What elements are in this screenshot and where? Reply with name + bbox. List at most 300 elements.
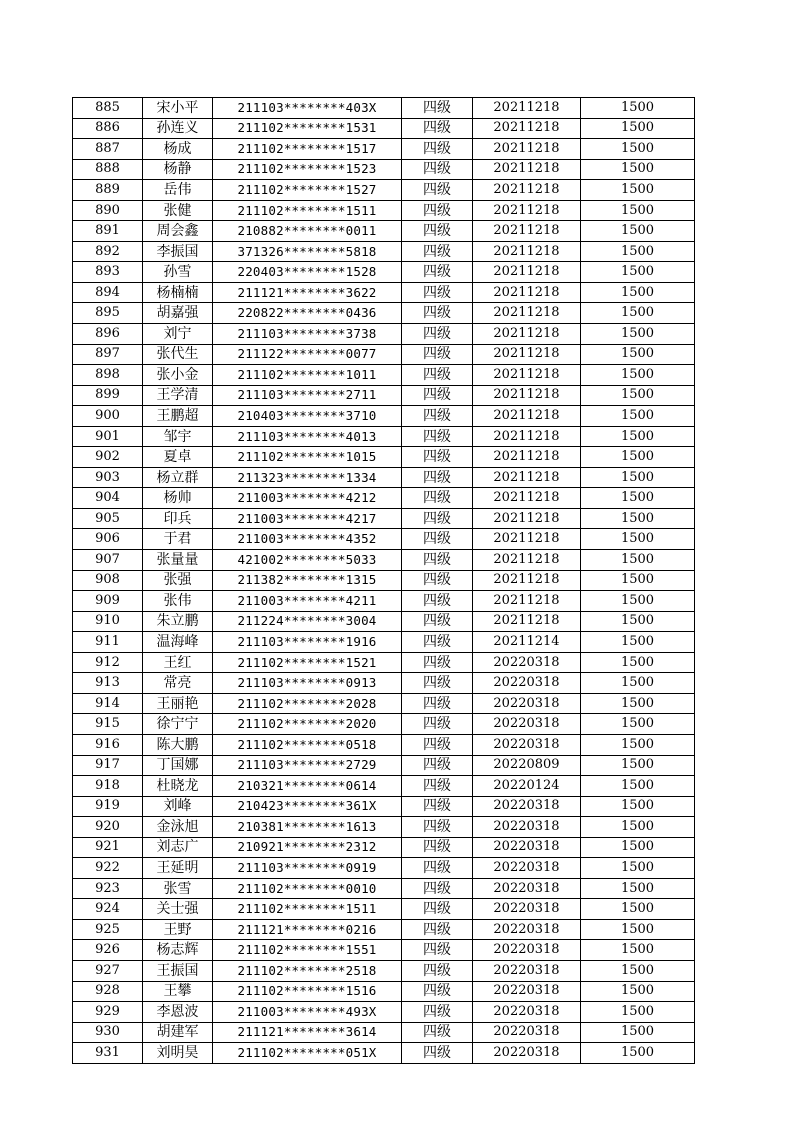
amount-cell: 1500 xyxy=(581,303,695,324)
id-number-cell: 211003********4212 xyxy=(213,488,402,509)
table-row xyxy=(73,776,695,797)
name-cell: 刘明昊 xyxy=(143,1043,213,1064)
table-row xyxy=(73,262,695,283)
serial-number-cell: 910 xyxy=(73,611,143,632)
level-cell: 四级 xyxy=(402,899,473,920)
level-cell: 四级 xyxy=(402,714,473,735)
amount-cell: 1500 xyxy=(581,241,695,262)
table-row xyxy=(73,1022,695,1043)
level-cell: 四级 xyxy=(402,426,473,447)
date-cell: 20211218 xyxy=(473,98,581,119)
id-number-cell: 211102********1517 xyxy=(213,139,402,160)
serial-number-cell: 931 xyxy=(73,1043,143,1064)
date-cell: 20220318 xyxy=(473,960,581,981)
date-cell: 20211218 xyxy=(473,447,581,468)
date-cell: 20211218 xyxy=(473,118,581,139)
id-number-cell: 211102********1521 xyxy=(213,652,402,673)
date-cell: 20211218 xyxy=(473,550,581,571)
table-row xyxy=(73,878,695,899)
serial-number-cell: 903 xyxy=(73,467,143,488)
level-cell: 四级 xyxy=(402,632,473,653)
table-row xyxy=(73,200,695,221)
level-cell: 四级 xyxy=(402,221,473,242)
amount-cell: 1500 xyxy=(581,714,695,735)
amount-cell: 1500 xyxy=(581,796,695,817)
id-number-cell: 211103********2711 xyxy=(213,385,402,406)
serial-number-cell: 885 xyxy=(73,98,143,119)
table-row xyxy=(73,406,695,427)
serial-number-cell: 920 xyxy=(73,817,143,838)
amount-cell: 1500 xyxy=(581,1002,695,1023)
id-number-cell: 211102********2518 xyxy=(213,960,402,981)
level-cell: 四级 xyxy=(402,1022,473,1043)
table-row xyxy=(73,159,695,180)
level-cell: 四级 xyxy=(402,508,473,529)
level-cell: 四级 xyxy=(402,693,473,714)
table-row xyxy=(73,981,695,1002)
table-row xyxy=(73,591,695,612)
name-cell: 杜晓龙 xyxy=(143,776,213,797)
date-cell: 20211218 xyxy=(473,426,581,447)
table-row xyxy=(73,693,695,714)
serial-number-cell: 902 xyxy=(73,447,143,468)
level-cell: 四级 xyxy=(402,200,473,221)
serial-number-cell: 900 xyxy=(73,406,143,427)
amount-cell: 1500 xyxy=(581,282,695,303)
date-cell: 20211218 xyxy=(473,529,581,550)
level-cell: 四级 xyxy=(402,960,473,981)
id-number-cell: 211103********403X xyxy=(213,98,402,119)
date-cell: 20211218 xyxy=(473,488,581,509)
level-cell: 四级 xyxy=(402,344,473,365)
name-cell: 温海峰 xyxy=(143,632,213,653)
amount-cell: 1500 xyxy=(581,693,695,714)
amount-cell: 1500 xyxy=(581,447,695,468)
level-cell: 四级 xyxy=(402,570,473,591)
date-cell: 20211218 xyxy=(473,611,581,632)
roster-table xyxy=(72,97,695,1064)
name-cell: 孙雪 xyxy=(143,262,213,283)
id-number-cell: 211102********1511 xyxy=(213,899,402,920)
amount-cell: 1500 xyxy=(581,221,695,242)
id-number-cell: 210423********361X xyxy=(213,796,402,817)
date-cell: 20220318 xyxy=(473,919,581,940)
id-number-cell: 210921********2312 xyxy=(213,837,402,858)
id-number-cell: 211102********0010 xyxy=(213,878,402,899)
date-cell: 20220318 xyxy=(473,1002,581,1023)
date-cell: 20220318 xyxy=(473,981,581,1002)
name-cell: 周会鑫 xyxy=(143,221,213,242)
serial-number-cell: 921 xyxy=(73,837,143,858)
name-cell: 张伟 xyxy=(143,591,213,612)
amount-cell: 1500 xyxy=(581,98,695,119)
date-cell: 20211218 xyxy=(473,365,581,386)
id-number-cell: 211103********3738 xyxy=(213,324,402,345)
id-number-cell: 211102********1015 xyxy=(213,447,402,468)
level-cell: 四级 xyxy=(402,817,473,838)
serial-number-cell: 917 xyxy=(73,755,143,776)
level-cell: 四级 xyxy=(402,734,473,755)
amount-cell: 1500 xyxy=(581,324,695,345)
date-cell: 20211218 xyxy=(473,200,581,221)
table-row xyxy=(73,488,695,509)
date-cell: 20211218 xyxy=(473,262,581,283)
serial-number-cell: 907 xyxy=(73,550,143,571)
name-cell: 宋小平 xyxy=(143,98,213,119)
date-cell: 20220318 xyxy=(473,796,581,817)
serial-number-cell: 886 xyxy=(73,118,143,139)
table-row xyxy=(73,1043,695,1064)
serial-number-cell: 897 xyxy=(73,344,143,365)
name-cell: 王攀 xyxy=(143,981,213,1002)
serial-number-cell: 925 xyxy=(73,919,143,940)
serial-number-cell: 904 xyxy=(73,488,143,509)
date-cell: 20220318 xyxy=(473,878,581,899)
amount-cell: 1500 xyxy=(581,385,695,406)
name-cell: 王学清 xyxy=(143,385,213,406)
serial-number-cell: 909 xyxy=(73,591,143,612)
table-row xyxy=(73,734,695,755)
date-cell: 20220124 xyxy=(473,776,581,797)
amount-cell: 1500 xyxy=(581,960,695,981)
id-number-cell: 211102********1531 xyxy=(213,118,402,139)
name-cell: 夏卓 xyxy=(143,447,213,468)
id-number-cell: 211102********1011 xyxy=(213,365,402,386)
serial-number-cell: 893 xyxy=(73,262,143,283)
amount-cell: 1500 xyxy=(581,488,695,509)
serial-number-cell: 914 xyxy=(73,693,143,714)
date-cell: 20220318 xyxy=(473,858,581,879)
name-cell: 朱立鹏 xyxy=(143,611,213,632)
table-row xyxy=(73,652,695,673)
date-cell: 20211218 xyxy=(473,406,581,427)
date-cell: 20211218 xyxy=(473,570,581,591)
level-cell: 四级 xyxy=(402,324,473,345)
name-cell: 丁国娜 xyxy=(143,755,213,776)
id-number-cell: 211224********3004 xyxy=(213,611,402,632)
serial-number-cell: 894 xyxy=(73,282,143,303)
serial-number-cell: 912 xyxy=(73,652,143,673)
level-cell: 四级 xyxy=(402,139,473,160)
amount-cell: 1500 xyxy=(581,365,695,386)
level-cell: 四级 xyxy=(402,385,473,406)
amount-cell: 1500 xyxy=(581,508,695,529)
serial-number-cell: 927 xyxy=(73,960,143,981)
name-cell: 王红 xyxy=(143,652,213,673)
name-cell: 张雪 xyxy=(143,878,213,899)
serial-number-cell: 919 xyxy=(73,796,143,817)
date-cell: 20211218 xyxy=(473,508,581,529)
amount-cell: 1500 xyxy=(581,591,695,612)
level-cell: 四级 xyxy=(402,591,473,612)
level-cell: 四级 xyxy=(402,529,473,550)
amount-cell: 1500 xyxy=(581,673,695,694)
id-number-cell: 211102********0518 xyxy=(213,734,402,755)
level-cell: 四级 xyxy=(402,652,473,673)
table-row xyxy=(73,899,695,920)
amount-cell: 1500 xyxy=(581,344,695,365)
table-row xyxy=(73,139,695,160)
table-row xyxy=(73,467,695,488)
table-row xyxy=(73,714,695,735)
name-cell: 常亮 xyxy=(143,673,213,694)
amount-cell: 1500 xyxy=(581,467,695,488)
amount-cell: 1500 xyxy=(581,550,695,571)
id-number-cell: 211121********3622 xyxy=(213,282,402,303)
table-row xyxy=(73,570,695,591)
serial-number-cell: 906 xyxy=(73,529,143,550)
id-number-cell: 211003********493X xyxy=(213,1002,402,1023)
date-cell: 20211218 xyxy=(473,159,581,180)
name-cell: 杨成 xyxy=(143,139,213,160)
name-cell: 金泳旭 xyxy=(143,817,213,838)
table-row xyxy=(73,919,695,940)
id-number-cell: 211003********4211 xyxy=(213,591,402,612)
amount-cell: 1500 xyxy=(581,817,695,838)
amount-cell: 1500 xyxy=(581,529,695,550)
level-cell: 四级 xyxy=(402,550,473,571)
serial-number-cell: 930 xyxy=(73,1022,143,1043)
id-number-cell: 211103********0919 xyxy=(213,858,402,879)
serial-number-cell: 911 xyxy=(73,632,143,653)
serial-number-cell: 926 xyxy=(73,940,143,961)
level-cell: 四级 xyxy=(402,365,473,386)
id-number-cell: 211102********1516 xyxy=(213,981,402,1002)
id-number-cell: 371326********5818 xyxy=(213,241,402,262)
serial-number-cell: 916 xyxy=(73,734,143,755)
date-cell: 20220318 xyxy=(473,714,581,735)
id-number-cell: 210882********0011 xyxy=(213,221,402,242)
date-cell: 20220318 xyxy=(473,673,581,694)
id-number-cell: 211103********4013 xyxy=(213,426,402,447)
amount-cell: 1500 xyxy=(581,200,695,221)
table-row xyxy=(73,426,695,447)
date-cell: 20211218 xyxy=(473,139,581,160)
serial-number-cell: 928 xyxy=(73,981,143,1002)
level-cell: 四级 xyxy=(402,858,473,879)
level-cell: 四级 xyxy=(402,488,473,509)
level-cell: 四级 xyxy=(402,878,473,899)
name-cell: 邹宇 xyxy=(143,426,213,447)
amount-cell: 1500 xyxy=(581,899,695,920)
name-cell: 张小金 xyxy=(143,365,213,386)
table-row xyxy=(73,365,695,386)
serial-number-cell: 896 xyxy=(73,324,143,345)
id-number-cell: 220822********0436 xyxy=(213,303,402,324)
name-cell: 张强 xyxy=(143,570,213,591)
serial-number-cell: 889 xyxy=(73,180,143,201)
name-cell: 岳伟 xyxy=(143,180,213,201)
name-cell: 杨帅 xyxy=(143,488,213,509)
level-cell: 四级 xyxy=(402,406,473,427)
table-row xyxy=(73,960,695,981)
serial-number-cell: 892 xyxy=(73,241,143,262)
name-cell: 李恩波 xyxy=(143,1002,213,1023)
level-cell: 四级 xyxy=(402,611,473,632)
level-cell: 四级 xyxy=(402,159,473,180)
id-number-cell: 210403********3710 xyxy=(213,406,402,427)
amount-cell: 1500 xyxy=(581,632,695,653)
amount-cell: 1500 xyxy=(581,755,695,776)
name-cell: 胡建军 xyxy=(143,1022,213,1043)
amount-cell: 1500 xyxy=(581,611,695,632)
amount-cell: 1500 xyxy=(581,858,695,879)
id-number-cell: 211102********2020 xyxy=(213,714,402,735)
amount-cell: 1500 xyxy=(581,919,695,940)
name-cell: 杨立群 xyxy=(143,467,213,488)
name-cell: 张代生 xyxy=(143,344,213,365)
date-cell: 20220318 xyxy=(473,817,581,838)
level-cell: 四级 xyxy=(402,262,473,283)
id-number-cell: 211103********2729 xyxy=(213,755,402,776)
amount-cell: 1500 xyxy=(581,139,695,160)
date-cell: 20211218 xyxy=(473,241,581,262)
level-cell: 四级 xyxy=(402,241,473,262)
name-cell: 王野 xyxy=(143,919,213,940)
amount-cell: 1500 xyxy=(581,1022,695,1043)
table-row xyxy=(73,796,695,817)
level-cell: 四级 xyxy=(402,919,473,940)
name-cell: 印兵 xyxy=(143,508,213,529)
level-cell: 四级 xyxy=(402,447,473,468)
name-cell: 陈大鹏 xyxy=(143,734,213,755)
date-cell: 20220318 xyxy=(473,1043,581,1064)
id-number-cell: 211102********1523 xyxy=(213,159,402,180)
id-number-cell: 211003********4352 xyxy=(213,529,402,550)
id-number-cell: 211102********1511 xyxy=(213,200,402,221)
name-cell: 杨静 xyxy=(143,159,213,180)
serial-number-cell: 923 xyxy=(73,878,143,899)
id-number-cell: 211102********1551 xyxy=(213,940,402,961)
id-number-cell: 210321********0614 xyxy=(213,776,402,797)
table-row xyxy=(73,221,695,242)
id-number-cell: 211122********0077 xyxy=(213,344,402,365)
serial-number-cell: 913 xyxy=(73,673,143,694)
name-cell: 杨志辉 xyxy=(143,940,213,961)
name-cell: 李振国 xyxy=(143,241,213,262)
amount-cell: 1500 xyxy=(581,878,695,899)
table-row xyxy=(73,817,695,838)
table-row xyxy=(73,858,695,879)
serial-number-cell: 891 xyxy=(73,221,143,242)
table-row xyxy=(73,447,695,468)
serial-number-cell: 888 xyxy=(73,159,143,180)
table-row xyxy=(73,755,695,776)
level-cell: 四级 xyxy=(402,118,473,139)
date-cell: 20220318 xyxy=(473,1022,581,1043)
date-cell: 20211218 xyxy=(473,221,581,242)
amount-cell: 1500 xyxy=(581,180,695,201)
name-cell: 刘志广 xyxy=(143,837,213,858)
level-cell: 四级 xyxy=(402,282,473,303)
date-cell: 20211218 xyxy=(473,591,581,612)
date-cell: 20211218 xyxy=(473,385,581,406)
amount-cell: 1500 xyxy=(581,734,695,755)
name-cell: 于君 xyxy=(143,529,213,550)
id-number-cell: 210381********1613 xyxy=(213,817,402,838)
level-cell: 四级 xyxy=(402,776,473,797)
amount-cell: 1500 xyxy=(581,837,695,858)
table-row xyxy=(73,632,695,653)
level-cell: 四级 xyxy=(402,837,473,858)
name-cell: 孙连义 xyxy=(143,118,213,139)
serial-number-cell: 915 xyxy=(73,714,143,735)
date-cell: 20220318 xyxy=(473,940,581,961)
date-cell: 20211214 xyxy=(473,632,581,653)
level-cell: 四级 xyxy=(402,1002,473,1023)
serial-number-cell: 922 xyxy=(73,858,143,879)
serial-number-cell: 908 xyxy=(73,570,143,591)
amount-cell: 1500 xyxy=(581,776,695,797)
table-row xyxy=(73,241,695,262)
name-cell: 徐宁宁 xyxy=(143,714,213,735)
name-cell: 张健 xyxy=(143,200,213,221)
level-cell: 四级 xyxy=(402,98,473,119)
level-cell: 四级 xyxy=(402,180,473,201)
level-cell: 四级 xyxy=(402,940,473,961)
amount-cell: 1500 xyxy=(581,570,695,591)
name-cell: 刘峰 xyxy=(143,796,213,817)
id-number-cell: 211102********2028 xyxy=(213,693,402,714)
name-cell: 关士强 xyxy=(143,899,213,920)
date-cell: 20220318 xyxy=(473,837,581,858)
name-cell: 刘宁 xyxy=(143,324,213,345)
table-row xyxy=(73,324,695,345)
serial-number-cell: 918 xyxy=(73,776,143,797)
amount-cell: 1500 xyxy=(581,1043,695,1064)
table-row xyxy=(73,508,695,529)
date-cell: 20220318 xyxy=(473,734,581,755)
table-row xyxy=(73,282,695,303)
table-row xyxy=(73,837,695,858)
table-row xyxy=(73,1002,695,1023)
id-number-cell: 211003********4217 xyxy=(213,508,402,529)
level-cell: 四级 xyxy=(402,755,473,776)
amount-cell: 1500 xyxy=(581,118,695,139)
id-number-cell: 211103********1916 xyxy=(213,632,402,653)
level-cell: 四级 xyxy=(402,1043,473,1064)
name-cell: 张量量 xyxy=(143,550,213,571)
date-cell: 20211218 xyxy=(473,282,581,303)
level-cell: 四级 xyxy=(402,673,473,694)
level-cell: 四级 xyxy=(402,981,473,1002)
date-cell: 20211218 xyxy=(473,467,581,488)
amount-cell: 1500 xyxy=(581,940,695,961)
amount-cell: 1500 xyxy=(581,406,695,427)
date-cell: 20220318 xyxy=(473,693,581,714)
table-row xyxy=(73,385,695,406)
name-cell: 王丽艳 xyxy=(143,693,213,714)
id-number-cell: 211102********1527 xyxy=(213,180,402,201)
id-number-cell: 421002********5033 xyxy=(213,550,402,571)
amount-cell: 1500 xyxy=(581,426,695,447)
id-number-cell: 211121********0216 xyxy=(213,919,402,940)
id-number-cell: 211102********051X xyxy=(213,1043,402,1064)
serial-number-cell: 895 xyxy=(73,303,143,324)
level-cell: 四级 xyxy=(402,303,473,324)
serial-number-cell: 898 xyxy=(73,365,143,386)
table-row xyxy=(73,529,695,550)
date-cell: 20211218 xyxy=(473,324,581,345)
serial-number-cell: 901 xyxy=(73,426,143,447)
amount-cell: 1500 xyxy=(581,652,695,673)
amount-cell: 1500 xyxy=(581,262,695,283)
date-cell: 20211218 xyxy=(473,303,581,324)
level-cell: 四级 xyxy=(402,467,473,488)
name-cell: 胡嘉强 xyxy=(143,303,213,324)
level-cell: 四级 xyxy=(402,796,473,817)
table-row xyxy=(73,98,695,119)
